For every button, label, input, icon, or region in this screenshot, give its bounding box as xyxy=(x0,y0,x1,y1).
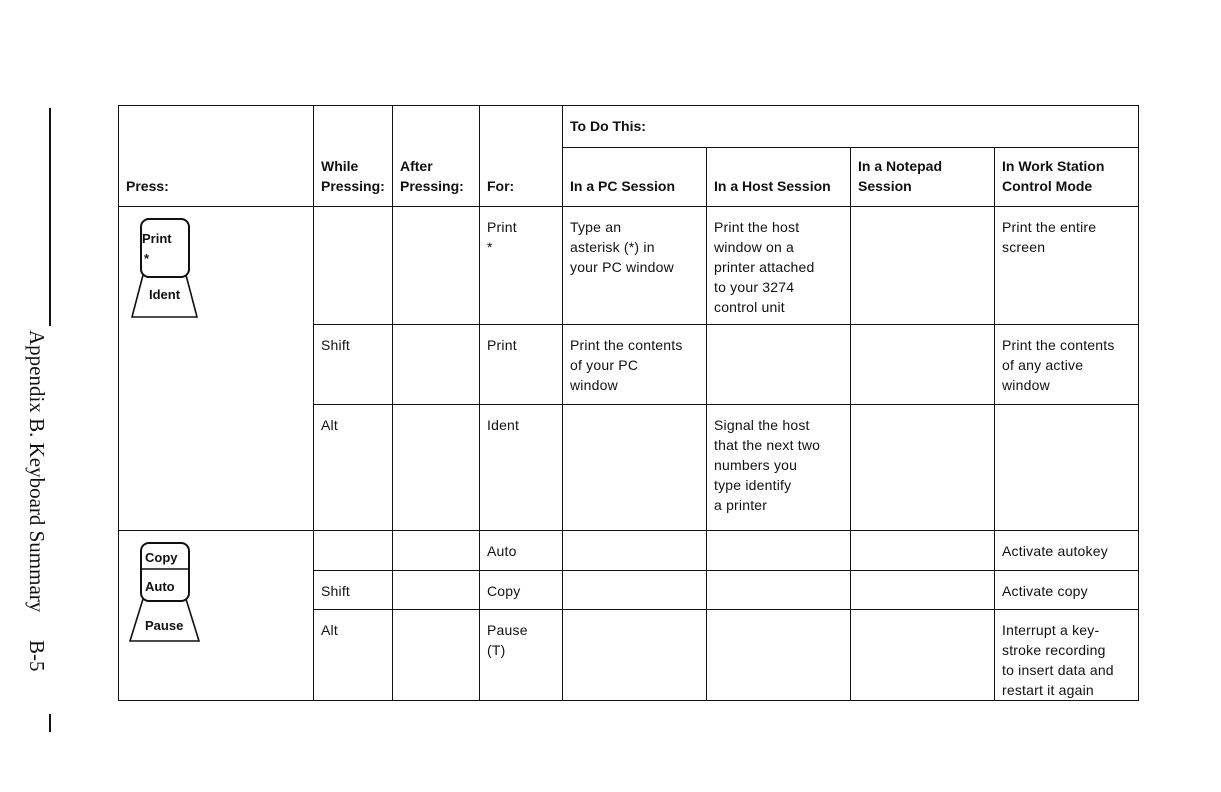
after-cell xyxy=(393,571,480,610)
for-cell: Pause (T) xyxy=(480,610,563,701)
after-cell xyxy=(393,531,480,571)
ws-cell: Print the contents of any active window xyxy=(995,325,1139,405)
pause-key-label: Pause xyxy=(145,618,184,633)
top-side-rule xyxy=(49,108,51,326)
auto-key-label: Auto xyxy=(145,579,175,594)
host-cell xyxy=(707,610,851,701)
while-cell: Shift xyxy=(314,571,393,610)
keyboard-summary-table xyxy=(118,105,1139,701)
after-cell xyxy=(393,405,480,531)
ws-cell: Interrupt a key- stroke recording to insert data and restart it again xyxy=(995,610,1139,701)
notepad-cell xyxy=(851,531,995,571)
header-while-pressing: While Pressing: xyxy=(314,106,393,207)
ident-key-label: Ident xyxy=(149,287,181,302)
for-cell: Auto xyxy=(480,531,563,571)
for-cell: Print * xyxy=(480,207,563,325)
after-cell xyxy=(393,610,480,701)
host-cell: Signal the host that the next two numbers you type identify a printer xyxy=(707,405,851,531)
ws-cell: Activate autokey xyxy=(995,531,1139,571)
while-cell: Alt xyxy=(314,405,393,531)
pc-cell xyxy=(563,405,707,531)
while-cell xyxy=(314,207,393,325)
header-for: For: xyxy=(480,106,563,207)
table-row xyxy=(119,531,1139,571)
copy-key-label: Copy xyxy=(145,550,178,565)
print-key-cell xyxy=(119,207,314,531)
notepad-cell xyxy=(851,571,995,610)
side-caption xyxy=(22,330,52,740)
print-key-label: Print xyxy=(142,231,172,246)
keycap-top-outline xyxy=(141,219,189,277)
after-cell xyxy=(393,207,480,325)
while-cell: Alt xyxy=(314,610,393,701)
header-pc-session: In a PC Session xyxy=(563,148,707,207)
ws-cell xyxy=(995,405,1139,531)
header-after-pressing: After Pressing: xyxy=(393,106,480,207)
header-notepad-session: In a Notepad Session xyxy=(851,148,995,207)
header-host-session: In a Host Session xyxy=(707,148,851,207)
header-press: Press: xyxy=(119,106,314,207)
notepad-cell xyxy=(851,610,995,701)
for-cell: Print xyxy=(480,325,563,405)
notepad-cell xyxy=(851,405,995,531)
pc-cell xyxy=(563,531,707,571)
pc-cell xyxy=(563,610,707,701)
copy-key-cell xyxy=(119,531,314,701)
page-number: B-5 xyxy=(25,640,49,672)
print-key-symbol: * xyxy=(144,251,150,266)
while-cell: Shift xyxy=(314,325,393,405)
host-cell: Print the host window on a printer attached to your 3274 control unit xyxy=(707,207,851,325)
table-row xyxy=(119,207,1139,325)
for-cell: Copy xyxy=(480,571,563,610)
host-cell xyxy=(707,531,851,571)
host-cell xyxy=(707,325,851,405)
pc-cell: Type an asterisk (*) in your PC window xyxy=(563,207,707,325)
while-cell xyxy=(314,531,393,571)
header-to-do-this: To Do This: xyxy=(563,106,1139,148)
print-ident-keycap-icon xyxy=(127,215,207,325)
pc-cell xyxy=(563,571,707,610)
ws-cell: Print the entire screen xyxy=(995,207,1139,325)
notepad-cell xyxy=(851,207,995,325)
after-cell xyxy=(393,325,480,405)
appendix-title: Appendix B. Keyboard Summary xyxy=(25,330,49,613)
ws-cell: Activate copy xyxy=(995,571,1139,610)
header-ws-control-mode: In Work Station Control Mode xyxy=(995,148,1139,207)
pc-cell: Print the contents of your PC window xyxy=(563,325,707,405)
copy-auto-pause-keycap-icon xyxy=(127,539,207,649)
notepad-cell xyxy=(851,325,995,405)
for-cell: Ident xyxy=(480,405,563,531)
host-cell xyxy=(707,571,851,610)
